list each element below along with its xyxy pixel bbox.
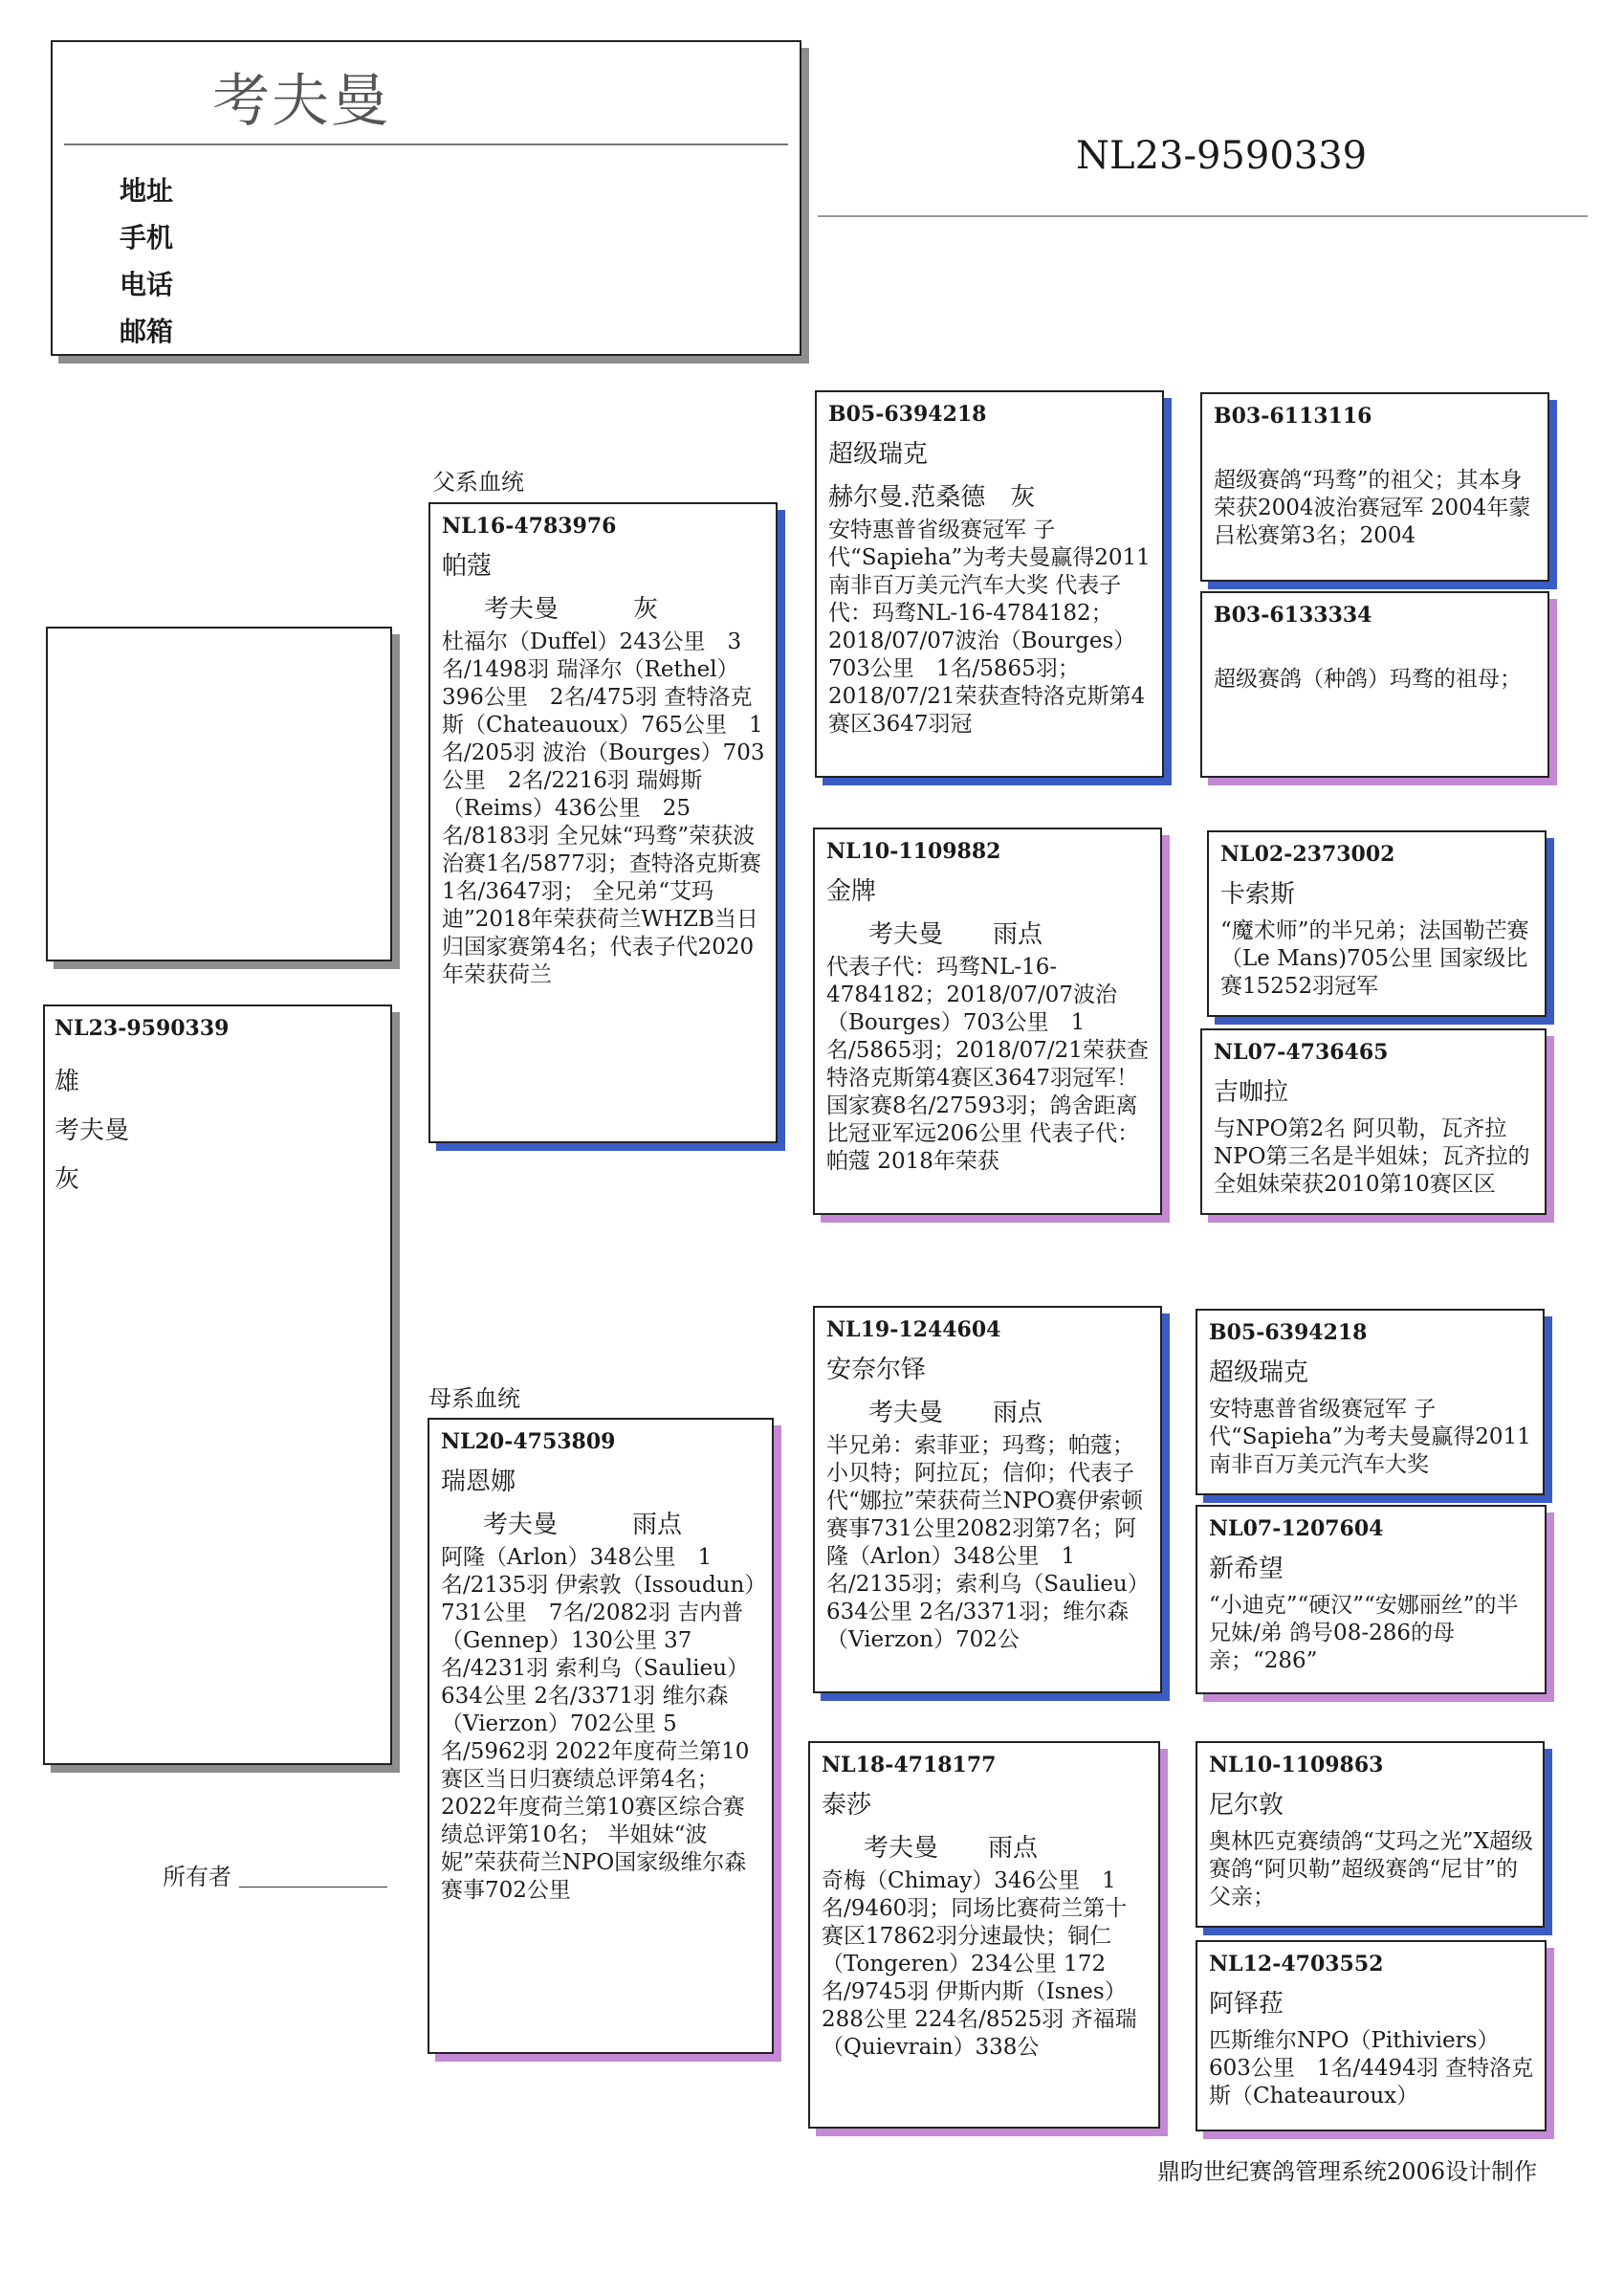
address-label: 地址: [120, 175, 174, 207]
email-label: 邮箱: [120, 316, 174, 347]
sire-dam-ring: NL10-1109882: [826, 839, 1001, 864]
dam-name: 瑞恩娜: [441, 1468, 516, 1496]
pedigree-divider: [818, 215, 1588, 217]
ddd-card: [1196, 1940, 1547, 2131]
subject-sex: 雄: [55, 1068, 80, 1096]
dam-ring: NL20-4753809: [441, 1429, 616, 1454]
dds-ring: NL10-1109863: [1209, 1753, 1384, 1777]
phone-label: 电话: [120, 269, 174, 300]
owner-label: 所有者: [163, 1864, 231, 1890]
pedigree-ring-number: NL23-9590339: [1076, 134, 1368, 178]
ssd-description: 超级赛鸽（种鸽）玛骛的祖母；: [1214, 667, 1522, 692]
dam-dam-name: 泰莎: [822, 1791, 872, 1820]
sire-sire-name: 超级瑞克: [828, 440, 929, 469]
subject-color: 灰: [55, 1165, 80, 1194]
footer-credit: 鼎昀世纪赛鸽管理系统2006设计制作: [1157, 2158, 1538, 2185]
sire-sire-ring: B05-6394218: [828, 402, 987, 427]
sire-sire-description: 安特惠普省级赛冠军 子代“Sapieha”为考夫曼赢得2011南非百万美元汽车大奖 代表子代：玛骛NL-16-4784182；2018/07/07波治（Bourges）703公里 1名/5865羽；2018/07/21荣获查特洛克斯第4赛区3647羽冠: [828, 518, 1151, 737]
sss-ring: B03-6113116: [1214, 404, 1372, 429]
sdd-description: 与NPO第2名 阿贝勒，瓦齐拉NPO第三名是半姐妹；瓦齐拉的全姐妹荣获2010第10赛区区: [1214, 1116, 1530, 1197]
sire-sire-meta: 赫尔曼.范桑德 灰: [828, 483, 1036, 512]
sire-dam-card: [813, 828, 1162, 1215]
sds-ring: NL02-2373002: [1220, 842, 1395, 867]
dam-sire-ring: NL19-1244604: [826, 1317, 1001, 1342]
sdd-name: 吉咖拉: [1214, 1078, 1289, 1107]
mobile-label: 手机: [120, 222, 174, 254]
dsd-description: “小迪克”“硬汉”“安娜丽丝”的半兄妹/弟 鸽号08-286的母亲；“286”: [1209, 1593, 1519, 1673]
dam-description: 阿隆（Arlon）348公里 1名/2135羽 伊索敦（Issoudun）731公里 7名/2082羽 吉内普（Gennep）130公里 37名/4231羽 索利乌（Saulieu）634公里 2名/3371羽 维尔森（Vierzon）702公里 5名/5962羽 2022年度荷兰第10赛区当日归赛绩总评第4名； 2022年度荷兰第10赛区综合赛绩总评第10名； 半姐妹“波妮”荣获荷兰NPO国家级维尔森赛事702公里: [441, 1545, 756, 1903]
sire-line-label: 父系血统: [432, 469, 524, 496]
dss-card: [1196, 1309, 1545, 1495]
dds-description: 奥林匹克赛绩鸽“艾玛之光”X超级赛鸽“阿贝勒”超级赛鸽“尼甘”的父亲；: [1209, 1829, 1533, 1910]
dds-name: 尼尔敦: [1209, 1791, 1284, 1820]
subject-ring: NL23-9590339: [55, 1016, 230, 1041]
sss-card: [1200, 392, 1549, 582]
sds-name: 卡索斯: [1220, 880, 1296, 909]
dam-dam-meta: 考夫曼 雨点: [864, 1834, 1039, 1863]
sdd-card: [1200, 1028, 1547, 1215]
dam-sire-card: [813, 1306, 1162, 1693]
sire-meta: 考夫曼 灰: [484, 595, 659, 624]
dam-sire-meta: 考夫曼 雨点: [868, 1399, 1043, 1427]
sire-sire-card: [815, 390, 1164, 778]
breeder-name: 考夫曼: [212, 68, 390, 135]
header-divider: [64, 144, 788, 145]
dam-sire-name: 安奈尔铎: [826, 1356, 927, 1384]
dam-meta: 考夫曼 雨点: [483, 1511, 683, 1539]
ssd-card: [1200, 591, 1549, 778]
photo-placeholder: [46, 627, 392, 961]
dsd-ring: NL07-1207604: [1209, 1516, 1384, 1541]
sss-description: 超级赛鸽“玛骛”的祖父；其本身荣获2004波治赛冠军 2004年蒙吕松赛第3名；2004: [1214, 468, 1531, 548]
dds-card: [1196, 1741, 1545, 1928]
sdd-ring: NL07-4736465: [1214, 1040, 1389, 1065]
dam-card: [428, 1418, 774, 2054]
dam-line-label: 母系血统: [428, 1385, 520, 1412]
dsd-name: 新希望: [1209, 1555, 1284, 1583]
sire-dam-meta: 考夫曼 雨点: [868, 920, 1043, 949]
dss-ring: B05-6394218: [1209, 1320, 1368, 1345]
subject-breeder: 考夫曼: [55, 1116, 130, 1145]
dsd-card: [1196, 1505, 1547, 1694]
dss-description: 安特惠普省级赛冠军 子代“Sapieha”为考夫曼赢得2011南非百万美元汽车大奖: [1209, 1397, 1531, 1477]
subject-card: [43, 1004, 392, 1765]
sire-card: [428, 502, 778, 1143]
ddd-description: 匹斯维尔NPO（Pithiviers）603公里 1名/4494羽 查特洛克斯（Chateauroux）: [1209, 2028, 1534, 2108]
ddd-ring: NL12-4703552: [1209, 1952, 1384, 1976]
ddd-name: 阿铎菈: [1209, 1990, 1284, 2019]
sire-dam-description: 代表子代：玛骛NL-16-4784182；2018/07/07波治（Bourges）703公里 1名/5865羽；2018/07/21荣获查特洛克斯第4赛区3647羽冠军！国家赛8名/27593羽；鸽舍距离比冠亚军远206公里 代表子代：帕蔻 2018年荣获: [826, 955, 1149, 1174]
dam-dam-ring: NL18-4718177: [822, 1753, 997, 1777]
dam-dam-card: [808, 1741, 1160, 2129]
dam-dam-description: 奇梅（Chimay）346公里 1名/9460羽；同场比赛荷兰第十赛区17862羽分速最快；铜仁（Tongeren）234公里 172名/9745羽 伊斯内斯（Isnes）288公里 224名/8525羽 齐福瑞（Quievrain）338公: [822, 1868, 1137, 2060]
breeder-header: [51, 40, 801, 356]
sire-ring: NL16-4783976: [442, 514, 617, 539]
sds-card: [1207, 830, 1547, 1017]
sire-name: 帕蔻: [442, 552, 493, 581]
sds-description: “魔术师”的半兄弟；法国勒芒赛（Le Mans)705公里 国家级比赛15252羽冠军: [1220, 918, 1529, 999]
ssd-ring: B03-6133334: [1214, 603, 1372, 628]
dss-name: 超级瑞克: [1209, 1358, 1309, 1387]
dam-sire-description: 半兄弟：索菲亚；玛骛；帕蔻；小贝特；阿拉瓦；信仰；代表子代“娜拉”荣获荷兰NPO赛伊索顿赛事731公里2082羽第7名；阿隆（Arlon）348公里 1名/2135羽；索利乌（Saulieu）634公里 2名/3371羽；维尔森（Vierzon）702公: [826, 1433, 1150, 1652]
owner-signature-line: [239, 1887, 387, 1888]
sire-description: 杜福尔（Duffel）243公里 3名/1498羽 瑞泽尔（Rethel）396公里 2名/475羽 查特洛克斯（Chateauoux）765公里 1名/205羽 波治（Bourges）703公里 2名/2216羽 瑞姆斯（Reims）436公里 25名/8183羽 全兄妹“玛骛”荣获波治赛1名/5877羽；查特洛克斯赛1名/3647羽； 全兄弟“艾玛迪”2018年荣获荷兰WHZB当日归国家赛第4名；代表子代2020年荣获荷兰: [442, 629, 765, 987]
sire-dam-name: 金牌: [826, 877, 877, 906]
